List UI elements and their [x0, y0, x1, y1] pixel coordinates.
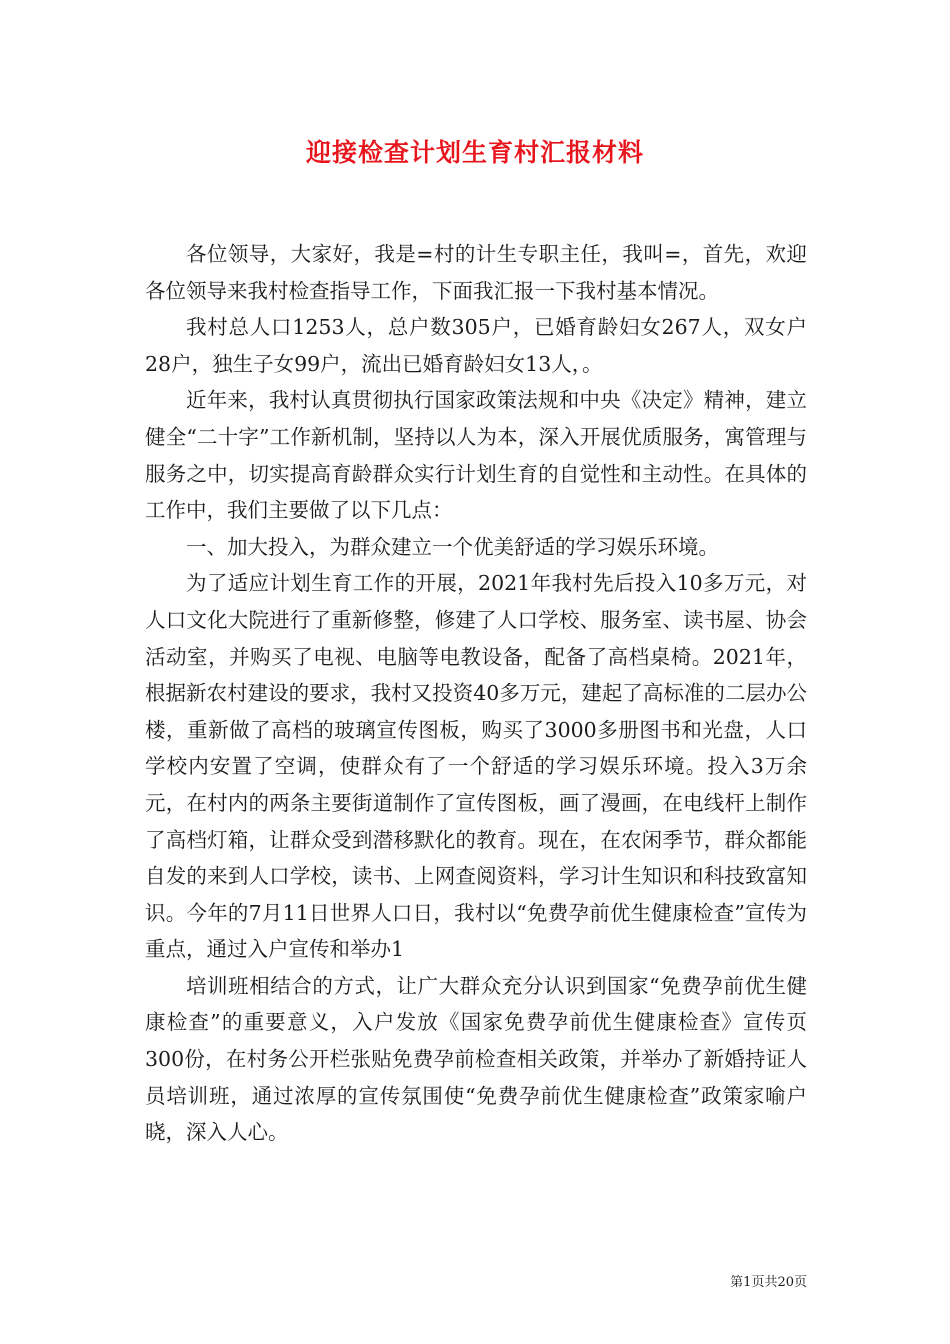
paragraph-statistics: 我村总人口1253人，总户数305户，已婚育龄妇女267人，双女户28户，独生子女99户，流出已婚育龄妇女13人，。 — [145, 315, 807, 376]
paragraph-overview: 近年来，我村认真贯彻执行国家政策法规和中央《决定》精神，建立健全“二十字”工作新机制，坚持以人为本，深入开展优质服务，寓管理与服务之中，切实提高育龄群众实行计划生育的自觉性和主动性。在具体的工作中，我们主要做了以下几点： — [145, 388, 807, 523]
paragraph-training: 培训班相结合的方式，让广大群众充分认识到国家“免费孕前优生健康检查”的重要意义，入户发放《国家免费孕前优生健康检查》宣传页300份，在村务公开栏张贴免费孕前检查相关政策，并举办了新婚持证人员培训班，通过浓厚的宣传氛围使“免费孕前优生健康检查”政策家喻户晓，深入人心。 — [145, 973, 807, 1145]
paragraph-greeting: 各位领导，大家好，我是=村的计生专职主任，我叫=，首先，欢迎各位领导来我村检查指导工作，下面我汇报一下我村基本情况。 — [145, 242, 807, 303]
paragraph-section-heading: 一、加大投入，为群众建立一个优美舒适的学习娱乐环境。 — [186, 534, 719, 559]
document-title: 迎接检查计划生育村汇报材料 — [305, 138, 644, 167]
page-number: 第1页共20页 — [730, 1275, 807, 1290]
paragraph-investment: 为了适应计划生育工作的开展，2021年我村先后投入10多万元，对人口文化大院进行了重新修整，修建了人口学校、服务室、读书屋、协会活动室，并购买了电视、电脑等电教设备，配备了高档桌椅。2021年，根据新农村建设的要求，我村又投资40多万元，建起了高标准的二层办公楼，重新做了高档的玻璃宣传图板，购买了3000多册图书和光盘，人口学校内安置了空调，使群众有了一个舒适的学习娱乐环境。投入3万余元，在村内的两条主要街道制作了宣传图板，画了漫画，在电线杆上制作了高档灯箱，让群众受到潜移默化的教育。现在，在农闲季节，群众都能自发的来到人口学校，读书、上网查阅资料，学习计生知识和科技致富知识。今年的7月11日世界人口日，我村以“免费孕前优生健康检查”宣传为重点，通过入户宣传和举办1 — [145, 571, 807, 962]
document-body — [145, 236, 807, 1151]
